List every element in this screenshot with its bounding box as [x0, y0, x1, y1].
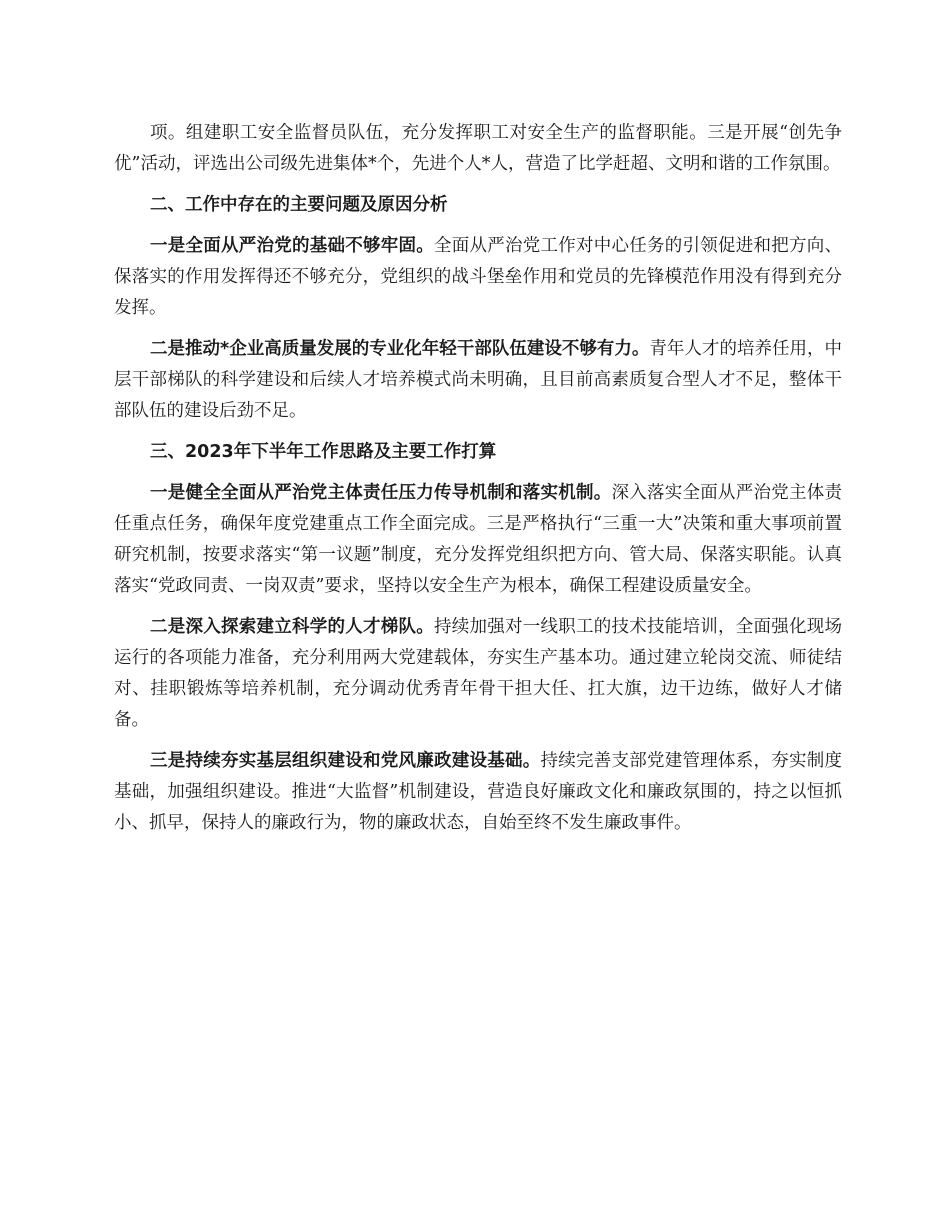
document-page — [114, 118, 842, 849]
paragraph-body: 青年人才的培养任用，中层干部梯队的科学建设和后续人才培养模式尚未明确，且目前高素质复合型人才不足，整体干部队伍的建设后劲不足。 — [114, 339, 842, 421]
paragraph-body: 深入落实全面从严治党主体责任重点任务，确保年度党建重点工作全面完成。三是严格执行“三重一大”决策和重大事项前置研究机制，按要求落实“第一议题”制度，充分发挥党组织把方向、管大局、保落实职能。认真落实“党政同责、一岗双责”要求，坚持以安全生产为根本，确保工程建设质量安全。 — [114, 483, 842, 596]
paragraph-problem-1 — [114, 231, 842, 324]
paragraph-body: 持续完善支部党建管理体系，夯实制度基础，加强组织建设。推进“大监督”机制建设，营造良好廉政文化和廉政氛围的，持之以恒抓小、抓早，保持人的廉政行为，物的廉政状态，自始至终不发生廉政事件。 — [114, 751, 842, 833]
paragraph-plan-1 — [114, 478, 842, 602]
section-heading-plans: 三、2023年下半年工作思路及主要工作打算 — [150, 442, 497, 462]
paragraph-lead: 一是健全全面从严治党主体责任压力传导机制和落实机制。 — [150, 483, 612, 503]
paragraph-body: 全面从严治党工作对中心任务的引领促进和把方向、保落实的作用发挥得还不够充分，党组织的战斗堡垒作用和党员的先锋模范作用没有得到充分发挥。 — [114, 236, 842, 318]
paragraph-lead: 二是推动*企业高质量发展的专业化年轻干部队伍建设不够有力。 — [150, 339, 650, 359]
paragraph-problem-2 — [114, 334, 842, 427]
paragraph-plan-2 — [114, 612, 842, 736]
paragraph-lead: 三是持续夯实基层组织建设和党风廉政建设基础。 — [150, 751, 541, 771]
paragraph-body: 项。组建职工安全监督员队伍，充分发挥职工对安全生产的监督职能。三是开展“创先争优”活动，评选出公司级先进集体*个，先进个人*人，营造了比学赶超、文明和谐的工作氛围。 — [114, 123, 842, 174]
paragraph-lead: 二是深入探索建立科学的人才梯队。 — [150, 617, 434, 637]
paragraph-plan-3 — [114, 746, 842, 839]
paragraph-lead: 一是全面从严治党的基础不够牢固。 — [150, 236, 434, 256]
section-heading-problems: 二、工作中存在的主要问题及原因分析 — [150, 195, 448, 215]
paragraph-continuation — [114, 118, 842, 180]
paragraph-body: 持续加强对一线职工的技术技能培训，全面强化现场运行的各项能力准备，充分利用两大党建载体，夯实生产基本功。通过建立轮岗交流、师徒结对、挂职锻炼等培养机制，充分调动优秀青年骨干担大任、扛大旗，边干边练，做好人才储备。 — [114, 617, 842, 730]
